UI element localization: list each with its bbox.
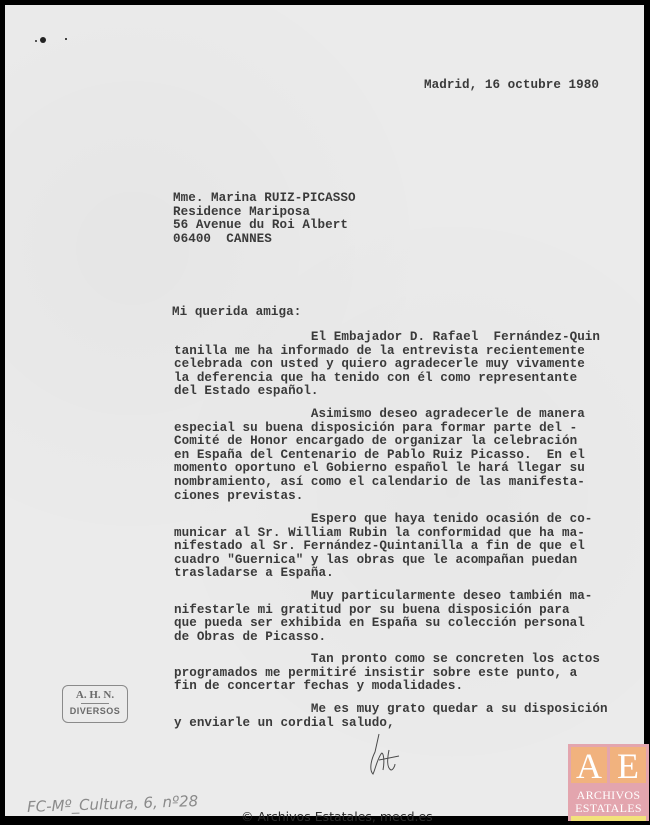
ink-speck (40, 37, 46, 43)
letter-page (5, 5, 644, 824)
text-line: Me es muy grato quedar a su disposición (174, 702, 608, 716)
text-line: de Obras de Picasso. (174, 629, 327, 644)
logo-line-1: ARCHIVOS (576, 788, 641, 802)
logo-strip (571, 816, 646, 821)
stamp-line-2: DIVERSOS (69, 706, 121, 716)
address-line: Mme. Marina RUIZ-PICASSO (173, 191, 356, 205)
logo-line-2: ESTATALES (575, 801, 642, 815)
stamp-divider (81, 703, 109, 704)
text-line: la deferencia que ha tenido con él como representante (174, 370, 578, 385)
copyright-notice: © Archivos Estatales, mecd.es (241, 809, 433, 824)
ink-speck (65, 38, 67, 40)
text-line: Espero que haya tenido ocasión de co- (174, 512, 593, 526)
signature-icon (365, 730, 415, 780)
salutation: Mi querida amiga: (172, 305, 302, 319)
stamp-line-1: A. H. N. (75, 689, 115, 701)
text-line: del Estado español. (174, 384, 319, 399)
handwritten-reference: FC-Mº_Cultura, 6, nº28 (26, 792, 199, 816)
address-line: Residence Mariposa (173, 204, 310, 219)
text-line: momento oportuno el Gobierno español le hará llegar su (174, 461, 585, 476)
text-line: programados me permitiré insistir sobre este punto, a (174, 665, 578, 680)
text-line: celebrada con usted y quiero agradecerle muy vivamente (174, 357, 585, 372)
paragraph-4 (174, 590, 592, 644)
text-line: El Embajador D. Rafael Fernández-Quin (174, 330, 601, 344)
paragraph-2 (174, 408, 585, 503)
text-line: y enviarle un cordial saludo, (174, 715, 395, 730)
text-line: Comité de Honor encargado de organizar la celebración (174, 434, 578, 449)
text-line: trasladarse a España. (174, 566, 334, 581)
recipient-address (173, 192, 356, 246)
text-line: nifestado al Sr. Fernández-Quintanilla a fin de que el (174, 539, 585, 554)
paragraph-1 (174, 331, 600, 399)
text-line: Asimismo deseo agradecerle de manera (174, 407, 585, 421)
address-line: 06400 CANNES (173, 231, 272, 246)
ink-speck (35, 40, 37, 42)
text-line: que pueda ser exhibida en España su colección personal (174, 616, 585, 631)
logo-letter-a: A (571, 747, 607, 783)
text-line: en España del Centenario de Pablo Ruiz Picasso. En el (174, 447, 585, 462)
archivos-estatales-logo (568, 744, 649, 821)
paragraph-3 (174, 513, 592, 581)
text-line: nombramiento, así como el calendario de las manifesta- (174, 474, 585, 489)
text-line: nifestarle mi gratitud por su buena disposición para (174, 602, 570, 617)
text-line: municar al Sr. William Rubin la conformidad que ha ma- (174, 525, 585, 540)
paragraph-5 (174, 653, 600, 694)
text-line: Muy particularmente deseo también ma- (174, 589, 593, 603)
archive-stamp (62, 685, 128, 723)
closing-paragraph (174, 703, 608, 730)
address-line: 56 Avenue du Roi Albert (173, 218, 348, 233)
text-line: cuadro "Guernica" y las obras que le acompañan puedan (174, 552, 578, 567)
place-date: Madrid, 16 octubre 1980 (424, 78, 599, 92)
text-line: Tan pronto como se concreten los actos (174, 652, 601, 666)
text-line: tanilla me ha informado de la entrevista recientemente (174, 343, 585, 358)
logo-letter-e: E (610, 747, 646, 783)
text-line: especial su buena disposición para formar parte del - (174, 420, 578, 435)
text-line: fin de concertar fechas y modalidades. (174, 679, 464, 694)
text-line: ciones previstas. (174, 488, 304, 503)
